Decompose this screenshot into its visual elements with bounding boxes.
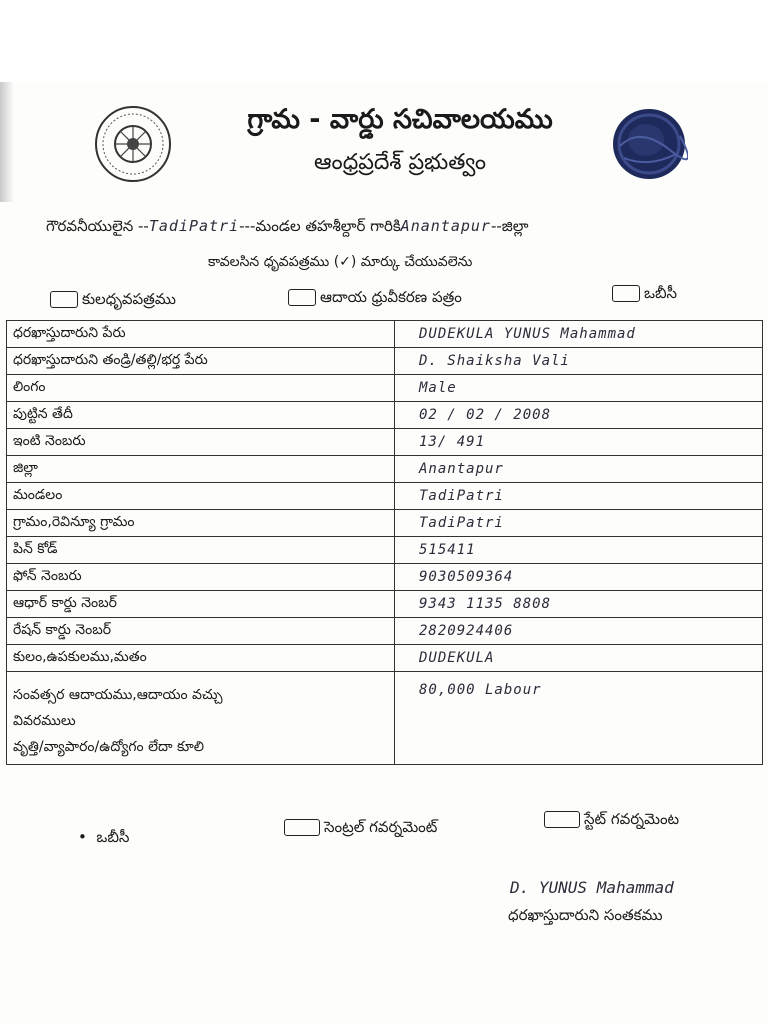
- field-value[interactable]: Anantapur: [395, 456, 763, 483]
- income-label: [7, 672, 395, 765]
- table-row: [7, 645, 763, 672]
- certificate-option-income[interactable]: [288, 288, 462, 310]
- field-label: ఆధార్ కార్డు నెంబర్: [7, 591, 395, 618]
- address-line: [46, 217, 528, 239]
- field-value[interactable]: 13/ 491: [395, 429, 763, 456]
- table-row: [7, 402, 763, 429]
- applicant-details-table: [6, 320, 763, 765]
- table-row: [7, 564, 763, 591]
- page-title: గ్రామ - వార్డు సచివాలయము: [247, 104, 553, 135]
- field-label: గ్రామం,రెవిన్యూ గ్రామం: [7, 510, 395, 537]
- field-label: రేషన్ కార్డు నెంబర్: [7, 618, 395, 645]
- checkbox[interactable]: [544, 811, 580, 828]
- top-margin: [0, 0, 768, 82]
- field-value[interactable]: DUDEKULA: [395, 645, 763, 672]
- mandal-handwritten: TadiPatri: [148, 217, 240, 235]
- option-label: ఒబీసీ: [644, 284, 678, 302]
- address-prefix: గౌరవనీయులైన --: [46, 217, 149, 235]
- field-label: జిల్లా: [7, 456, 395, 483]
- field-label: ఫోన్ నెంబరు: [7, 564, 395, 591]
- field-value[interactable]: TadiPatri: [395, 483, 763, 510]
- certificate-option-caste[interactable]: [50, 290, 176, 312]
- field-label: ధరఖాస్తుదారుని తండ్రి/తల్లి/భర్త పేరు: [7, 348, 395, 375]
- income-label-line: వివరములు: [13, 713, 76, 729]
- field-value[interactable]: 9343 1135 8808: [395, 591, 763, 618]
- table-row: [7, 618, 763, 645]
- field-value[interactable]: 515411: [395, 537, 763, 564]
- checkbox[interactable]: [288, 289, 316, 306]
- table-row: [7, 375, 763, 402]
- option-label: ఆదాయ ధ్రువీకరణ పత్రం: [320, 288, 462, 306]
- field-value[interactable]: 2820924406: [395, 618, 763, 645]
- checkbox[interactable]: [612, 285, 640, 302]
- income-label-line: సంవత్సర ఆదాయము,ఆదాయం వచ్చు: [13, 687, 223, 703]
- applicant-signature: D. YUNUS Mahammad: [510, 878, 674, 897]
- instruction-text: కావలసిన ధృవపత్రము (✓) మార్కు చేయువలెను: [208, 254, 473, 270]
- field-label: మండలం: [7, 483, 395, 510]
- page-subtitle: ఆంధ్రప్రదేశ్ ప్రభుత్వం: [313, 150, 487, 175]
- table-row: [7, 537, 763, 564]
- table-row: [7, 456, 763, 483]
- signature-label: ధరఖాస్తుదారుని సంతకము: [508, 906, 663, 924]
- table-row: [7, 483, 763, 510]
- checkbox[interactable]: [50, 291, 78, 308]
- field-label: కులం,ఉపకులము,మతం: [7, 645, 395, 672]
- table-row: [7, 429, 763, 456]
- table-row: [7, 510, 763, 537]
- table-row: [7, 591, 763, 618]
- field-label: లింగం: [7, 375, 395, 402]
- field-label: పుట్టిన తేదీ: [7, 402, 395, 429]
- income-label-line: వృత్తి/వ్యాపారం/ఉద్యోగం లేదా కూలి: [13, 739, 204, 755]
- field-label: ధరఖాస్తుదారుని పేరు: [7, 321, 395, 348]
- income-row: [7, 672, 763, 765]
- option-label: సెంట్రల్ గవర్నమెంట్: [324, 818, 438, 836]
- footer-bullet-label: ఒబీసీ: [96, 828, 130, 846]
- field-label: పిన్ కోడ్: [7, 537, 395, 564]
- field-value[interactable]: D. Shaiksha Vali: [395, 348, 763, 375]
- table-row: [7, 321, 763, 348]
- field-value[interactable]: TadiPatri: [395, 510, 763, 537]
- certificate-option-obc[interactable]: [612, 284, 677, 306]
- field-value[interactable]: Male: [395, 375, 763, 402]
- field-label: ఇంటి నెంబరు: [7, 429, 395, 456]
- income-value[interactable]: 80,000 Labour: [395, 672, 763, 765]
- field-value[interactable]: DUDEKULA YUNUS Mahammad: [395, 321, 763, 348]
- footer-bullet-obc: • ఒబీసీ: [78, 828, 130, 846]
- district-handwritten: Anantapur: [400, 217, 491, 235]
- ink-stamp-seal-icon: [610, 106, 688, 182]
- address-suffix: --జిల్లా: [490, 217, 529, 235]
- field-value[interactable]: 9030509364: [395, 564, 763, 591]
- checkbox[interactable]: [284, 819, 320, 836]
- address-middle: ---మండల తహశీల్దార్ గారికి: [239, 217, 401, 235]
- footer-option-central[interactable]: [284, 818, 437, 840]
- table-row: [7, 348, 763, 375]
- ap-government-emblem-icon: [92, 104, 174, 184]
- option-label: స్టేట్ గవర్నమెంట: [584, 810, 680, 828]
- footer-option-state[interactable]: [544, 810, 679, 832]
- field-value[interactable]: 02 / 02 / 2008: [395, 402, 763, 429]
- option-label: కులధృవపత్రము: [82, 290, 176, 308]
- page-shadow: [0, 82, 14, 202]
